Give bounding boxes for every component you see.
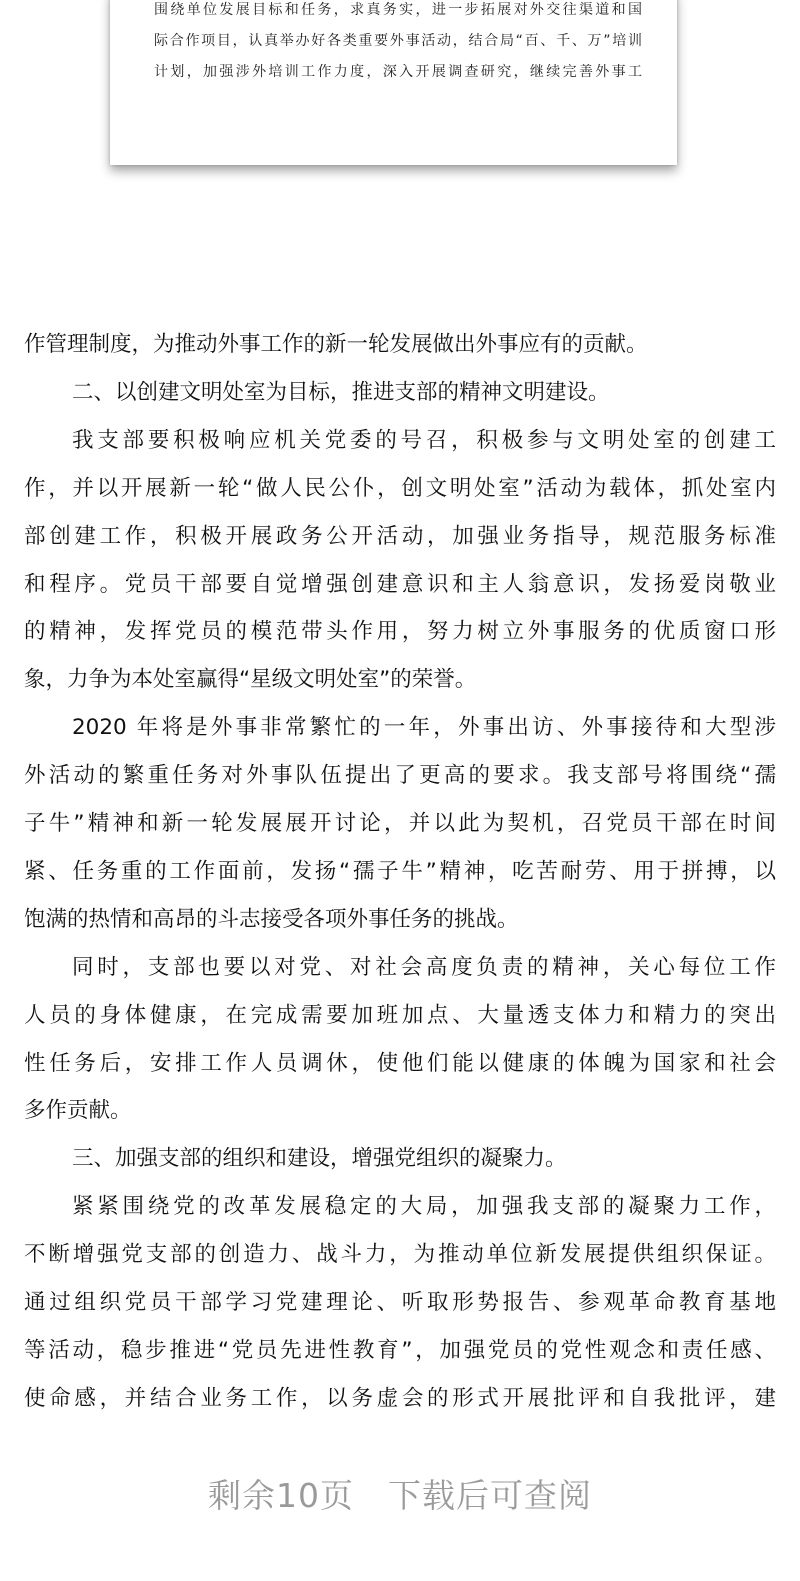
body-text-line: 等活动，稳步推进“党员先进性教育”，加强党员的党性观念和责任感、 — [24, 1337, 776, 1363]
body-text-line: 我支部要积极响应机关党委的号召，积极参与文明处室的创建工 — [72, 427, 776, 453]
body-text-line: 子牛”精神和新一轮发展展开讨论，并以此为契机，召党员干部在时间 — [24, 811, 776, 836]
body-text-line: 不断增强党支部的创造力、战斗力，为推动单位新发展提供组织保证。 — [24, 1242, 776, 1268]
remaining-pages-label: 剩余10页 — [208, 1476, 354, 1515]
body-text-line: 作，并以开展新一轮“做人民公仆，创文明处室”活动为载体，抓处室内 — [24, 475, 776, 501]
body-text-line: 的精神，发挥党员的模范带头作用，努力树立外事服务的优质窗口形 — [24, 619, 776, 645]
body-text-line: 三、加强支部的组织和建设，增强党组织的凝聚力。 — [72, 1146, 567, 1172]
body-text-line: 饱满的热情和高昂的斗志接受各项外事任务的挑战。 — [24, 906, 519, 932]
body-text-line: 2020 年将是外事非常繁忙的一年，外事出访、外事接待和大型涉 — [72, 715, 776, 741]
body-text-line: 人员的身体健康，在完成需要加班加点、大量透支体力和精力的突出 — [24, 1002, 776, 1028]
download-prompt[interactable] — [0, 1470, 800, 1517]
body-text-line: 象，力争为本处室赢得“星级文明处室”的荣誉。 — [24, 667, 477, 693]
body-text-line: 二、以创建文明处室为目标，推进支部的精神文明建设。 — [72, 379, 610, 405]
body-text-line: 外活动的繁重任务对外事队伍提出了更高的要求。我支部号将围绕“孺 — [24, 763, 776, 789]
preview-text-line: 计划，加强涉外培训工作力度，深入开展调查研究，继续完善外事工 — [154, 64, 642, 80]
body-text-line: 同时，支部也要以对党、对社会高度负责的精神，关心每位工作 — [72, 954, 776, 980]
body-text-line: 作管理制度，为推动外事工作的新一轮发展做出外事应有的贡献。 — [24, 332, 648, 357]
body-text-line: 紧、任务重的工作面前，发扬“孺子牛”精神，吃苦耐劳、用于拼搏，以 — [24, 858, 776, 884]
preview-text-line: 际合作项目，认真举办好各类重要外事活动，结合局“百、千、万”培训 — [154, 33, 642, 49]
body-text-line: 多作贡献。 — [24, 1098, 132, 1124]
preview-text-line: 围绕单位发展目标和任务，求真务实，进一步拓展对外交往渠道和国 — [154, 2, 642, 18]
body-text-line: 紧紧围绕党的改革发展稳定的大局，加强我支部的凝聚力工作， — [72, 1194, 776, 1220]
body-text-line: 和程序。党员干部要自觉增强创建意识和主人翁意识，发扬爱岗敬业 — [24, 571, 776, 597]
preview-page-card — [110, 0, 677, 165]
body-text-line: 性任务后，安排工作人员调休，使他们能以健康的体魄为国家和社会 — [24, 1050, 776, 1076]
body-text-line: 使命感，并结合业务工作，以务虚会的形式开展批评和自我批评，建 — [24, 1385, 776, 1411]
body-text-line: 部创建工作，积极开展政务公开活动，加强业务指导，规范服务标准 — [24, 523, 776, 549]
download-to-view-label: 下载后可查阅 — [388, 1476, 592, 1515]
body-text-line: 通过组织党员干部学习党建理论、听取形势报告、参观革命教育基地 — [24, 1290, 776, 1315]
